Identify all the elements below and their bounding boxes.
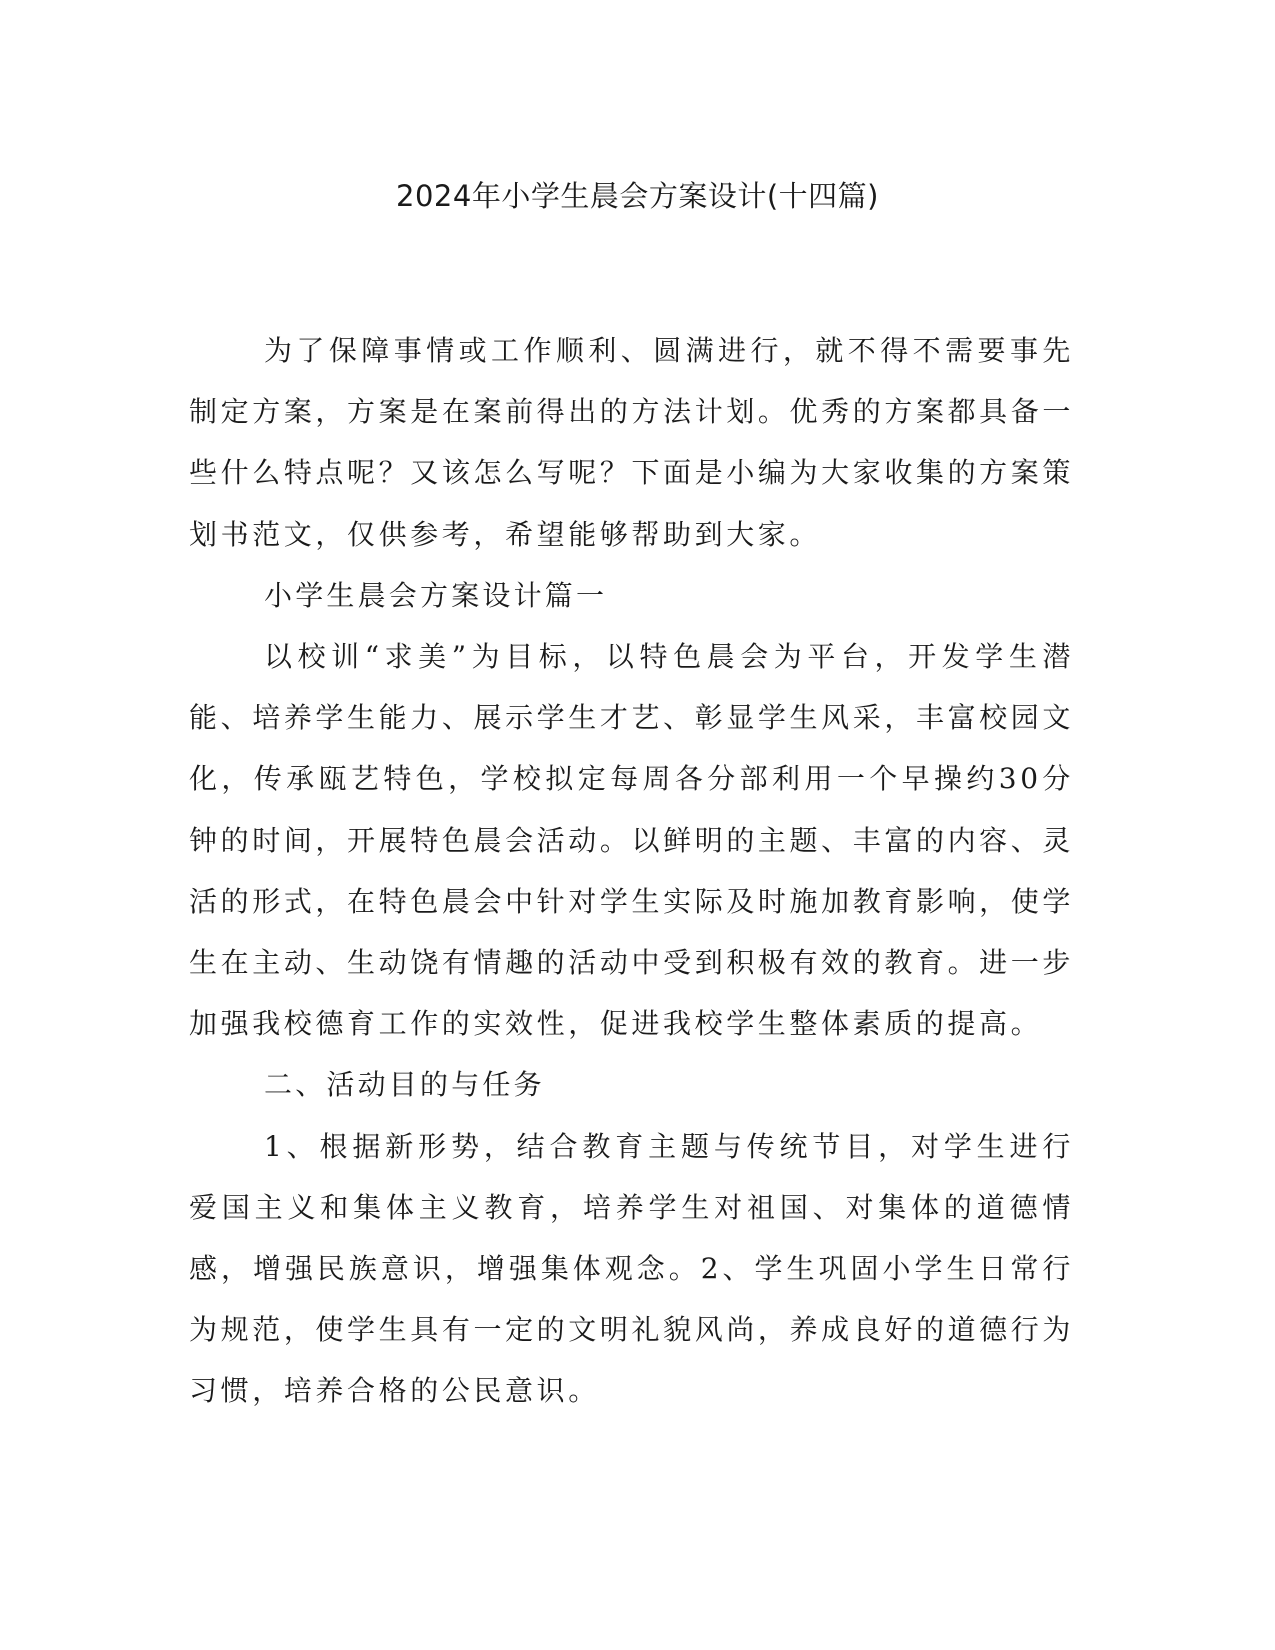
intro-paragraph: 为了保障事情或工作顺利、圆满进行，就不得不需要事先制定方案，方案是在案前得出的方法计划。优秀的方案都具备一些什么特点呢？又该怎么写呢？下面是小编为大家收集的方案策划书范文，仅供参考，希望能够帮助到大家。 <box>189 334 1074 551</box>
document-body <box>189 320 1074 1422</box>
goals-paragraph: 1、根据新形势，结合教育主题与传统节目，对学生进行爱国主义和集体主义教育，培养学生对祖国、对集体的道德情感，增强民族意识，增强集体观念。2、学生巩固小学生日常行为规范，使学生具有一定的文明礼貌风尚，养成良好的道德行为习惯，培养合格的公民意识。 <box>189 1129 1074 1408</box>
part-one-paragraph: 以校训“求美”为目标，以特色晨会为平台，开发学生潜能、培养学生能力、展示学生才艺、彰显学生风采，丰富校园文化，传承瓯艺特色，学校拟定每周各分部利用一个早操约30分钟的时间，开展特色晨会活动。以鲜明的主题、丰富的内容、灵活的形式，在特色晨会中针对学生实际及时施加教育影响，使学生在主动、生动饶有情趣的活动中受到积极有效的教育。进一步加强我校德育工作的实效性，促进我校学生整体素质的提高。 <box>189 640 1074 1041</box>
section-heading-goals: 二、活动目的与任务 <box>264 1068 545 1102</box>
section-heading-part-one: 小学生晨会方案设计篇一 <box>264 578 608 612</box>
page-title: 2024年小学生晨会方案设计(十四篇) <box>396 179 879 213</box>
